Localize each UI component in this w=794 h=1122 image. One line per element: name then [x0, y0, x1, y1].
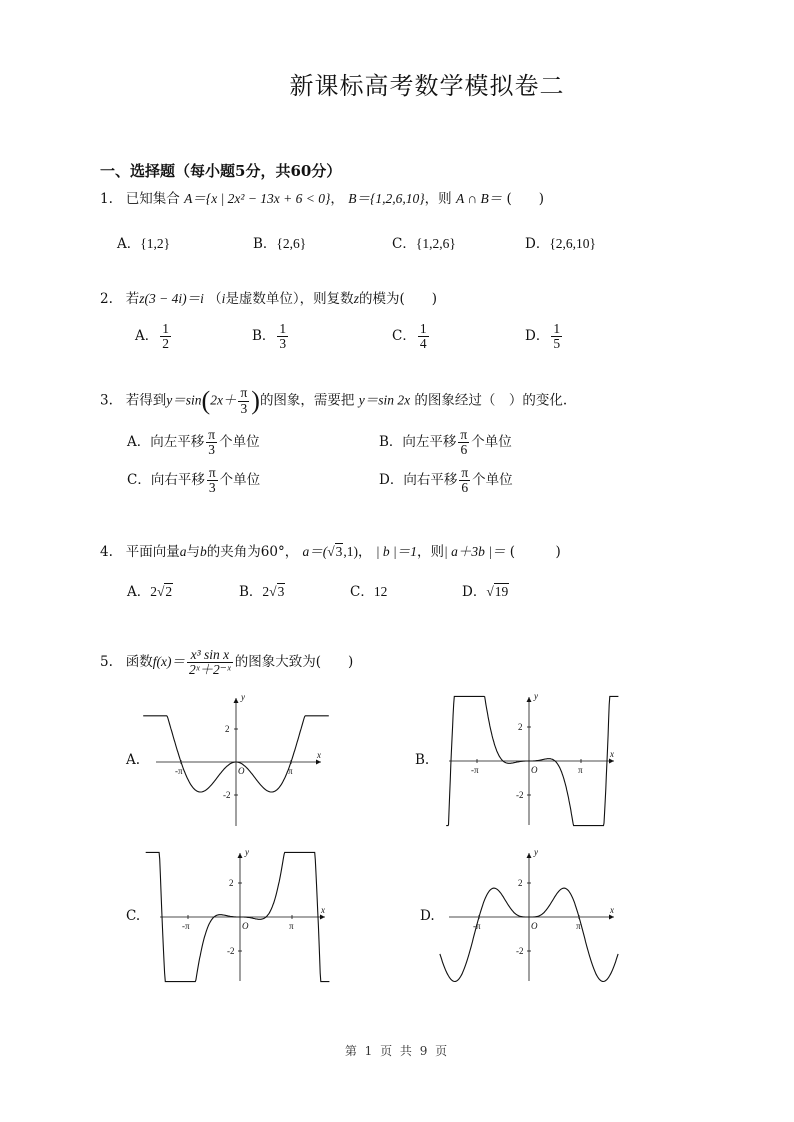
answer-paren: ( ) — [506, 191, 545, 207]
q5-option-d-label[interactable]: D. — [420, 908, 435, 924]
origin-label: O — [531, 921, 538, 931]
option-label: D． — [525, 328, 550, 345]
variable: i — [221, 291, 226, 306]
option-text: 个单位 — [219, 472, 261, 489]
option-value: {1,2} — [140, 236, 171, 251]
question-number: 3. — [100, 392, 113, 409]
x-tick-label: π — [578, 765, 583, 775]
option-label: C． — [350, 584, 374, 600]
y-tick-label: -2 — [516, 790, 524, 800]
option-value: {2,6} — [276, 236, 307, 251]
fraction-numerator: 1 — [279, 321, 287, 336]
option-label: C． — [392, 236, 416, 252]
fraction-denominator: 4 — [419, 336, 427, 352]
page-footer: 第 1 页 共 9 页 — [344, 1044, 450, 1058]
x-tick-label: -π — [175, 766, 183, 776]
right-paren: ) — [251, 386, 260, 415]
option-label: A． — [135, 328, 159, 345]
y-axis-arrow — [238, 853, 243, 858]
stem-text: 的夹角为60°， — [206, 544, 299, 560]
x-axis-arrow — [320, 915, 325, 920]
graph-option-a — [143, 692, 329, 826]
y-tick-label: 2 — [229, 878, 234, 888]
stem-text: 的图象经过（ ）的变化. — [414, 392, 568, 409]
section-heading: 一、选择题（每小题5分，共60分） — [100, 162, 342, 180]
x-axis-label: x — [610, 905, 614, 915]
fraction-denominator: 3 — [206, 442, 217, 457]
set-b-expression: B＝{1,2,6,10} — [348, 191, 425, 206]
option-label: A． — [127, 584, 151, 600]
y-axis-label: y — [241, 692, 245, 702]
y-axis-arrow — [527, 853, 532, 858]
fraction-numerator: π — [208, 465, 216, 480]
stem-text: 与 — [186, 544, 201, 560]
y-tick-label: -2 — [227, 946, 235, 956]
x-tick-label: -π — [471, 765, 479, 775]
fraction-denominator: 3 — [279, 336, 287, 352]
vector-a: a — [179, 544, 187, 559]
fraction-denominator: 2ˣ＋2⁻ˣ — [189, 662, 231, 678]
option-label: B． — [239, 584, 263, 600]
stem-text: 若 — [125, 291, 140, 307]
x-tick-label: π — [289, 921, 294, 931]
x-axis-label: x — [610, 749, 614, 759]
option-label: B． — [252, 328, 276, 345]
coefficient: 2 — [150, 584, 157, 599]
fraction-numerator: 1 — [419, 321, 427, 336]
function-inner: 2x＋ — [210, 392, 237, 408]
fraction-denominator: 6 — [458, 442, 469, 457]
sqrt-radicand: 3 — [277, 584, 285, 599]
y-axis-arrow — [234, 698, 239, 703]
variable: z — [353, 291, 359, 306]
option-label: D． — [525, 236, 550, 252]
stem-text: 平面向量 — [125, 544, 180, 560]
question-number: 5. — [100, 654, 113, 671]
coefficient: 2 — [262, 584, 270, 599]
sqrt-radicand: 19 — [494, 584, 509, 599]
origin-label: O — [238, 766, 245, 776]
stem-text: （ — [208, 291, 222, 307]
fraction-numerator: π — [208, 427, 216, 442]
x-axis-label: x — [317, 750, 321, 760]
q5-option-b-label[interactable]: B. — [415, 752, 430, 768]
option-text: 向右平移 — [150, 472, 205, 489]
x-tick-label: π — [288, 766, 293, 776]
q5-option-c-label[interactable]: C. — [126, 908, 141, 924]
fraction-numerator: π — [460, 427, 468, 442]
set-a-expression: A＝{x | 2x² − 13x + 6 < 0} — [184, 191, 331, 206]
answer-paren: ( ) — [509, 544, 561, 560]
y-tick-label: 2 — [518, 878, 523, 888]
option-label: B． — [253, 236, 277, 252]
fraction-denominator: 5 — [553, 336, 561, 352]
option-text: 向左平移 — [402, 434, 457, 451]
question-number: 2. — [100, 291, 113, 307]
question-number: 4. — [100, 544, 113, 560]
vector-a-value-end: ,1) — [343, 544, 359, 559]
option-label: B． — [379, 434, 403, 451]
x-axis-arrow — [316, 760, 321, 765]
stem-text: 的图象，需要把 — [259, 392, 355, 409]
fraction-numerator: π — [461, 465, 469, 480]
graph-option-b — [446, 691, 618, 826]
stem-text: 的图象大致为( ) — [234, 654, 354, 671]
option-value: {2,6,10} — [549, 236, 597, 251]
y-axis-arrow — [527, 697, 532, 702]
left-paren: ( — [201, 386, 211, 415]
option-text: 个单位 — [472, 472, 513, 489]
equation: z(3 − 4i)＝i — [139, 291, 204, 306]
page-title: 新课标高考数学模拟卷二 — [289, 72, 565, 100]
x-axis-arrow — [609, 759, 614, 764]
y-tick-label: 2 — [225, 724, 230, 734]
origin-label: O — [531, 765, 538, 775]
target-expression: | a＋3b |＝ — [444, 544, 506, 559]
fraction-numerator: 1 — [162, 321, 169, 336]
y-axis-label: y — [534, 847, 538, 857]
vector-b: b — [200, 544, 207, 559]
stem-text: 是虚数单位），则复数 — [225, 291, 354, 307]
vector-a-value: a＝( — [302, 544, 328, 559]
x-axis-arrow — [609, 915, 614, 920]
fraction-denominator: 6 — [459, 480, 470, 495]
intersection-expression: A ∩ B＝ — [455, 191, 503, 206]
option-label: A． — [127, 434, 151, 451]
option-label: D． — [379, 472, 404, 489]
origin-label: O — [242, 921, 249, 931]
stem-text: ， — [330, 191, 344, 207]
option-label: A． — [117, 236, 141, 252]
sqrt-sign: √ — [486, 584, 494, 599]
graph-option-d — [440, 847, 618, 982]
option-text: 个单位 — [219, 434, 260, 451]
x-axis-label: x — [321, 905, 325, 915]
stem-text: ，则 — [424, 191, 452, 207]
option-value: 12 — [373, 584, 388, 599]
stem-text: ，则 — [417, 544, 445, 560]
fraction-denominator: 3 — [207, 480, 218, 495]
sqrt-sign: √ — [327, 544, 335, 559]
vector-b-modulus: | b |＝1 — [375, 544, 418, 559]
option-text: 个单位 — [471, 434, 512, 451]
y-tick-label: -2 — [516, 946, 524, 956]
option-label: C． — [392, 328, 416, 345]
option-text: 向右平移 — [403, 472, 458, 489]
x-tick-label: π — [576, 921, 581, 931]
function-lhs: f(x)＝ — [152, 654, 185, 670]
fraction-denominator: 3 — [238, 401, 249, 416]
fraction-numerator: π — [240, 385, 248, 401]
x-tick-label: -π — [473, 921, 481, 931]
function-lhs: y＝sin — [166, 392, 202, 408]
graph-option-c — [146, 847, 330, 982]
stem-text: 的模为( ) — [358, 291, 437, 307]
function-expression: y＝sin 2x — [358, 392, 411, 408]
sqrt-radicand: 2 — [165, 584, 173, 599]
sqrt-sign: √ — [269, 584, 277, 599]
stem-text: 若得到 — [125, 392, 167, 409]
option-label: D． — [462, 584, 487, 600]
stem-text: 函数 — [125, 654, 153, 671]
fraction-denominator: 2 — [162, 336, 169, 352]
question-number: 1. — [100, 191, 113, 207]
stem-text: ， — [358, 544, 372, 560]
option-value: {1,2,6} — [415, 236, 456, 251]
q5-option-a-label[interactable]: A. — [126, 752, 141, 768]
x-tick-label: -π — [182, 921, 190, 931]
option-label: C． — [127, 472, 151, 489]
y-axis-label: y — [534, 691, 538, 701]
option-text: 向左平移 — [150, 434, 205, 451]
y-tick-label: 2 — [518, 722, 523, 732]
fraction-numerator: x³ sin x — [190, 647, 230, 662]
y-axis-label: y — [245, 847, 249, 857]
sqrt-radicand: 3 — [335, 544, 343, 559]
y-tick-label: -2 — [223, 790, 231, 800]
fraction-numerator: 1 — [553, 321, 561, 336]
stem-text: 已知集合 — [125, 191, 180, 207]
sqrt-sign: √ — [157, 584, 165, 599]
